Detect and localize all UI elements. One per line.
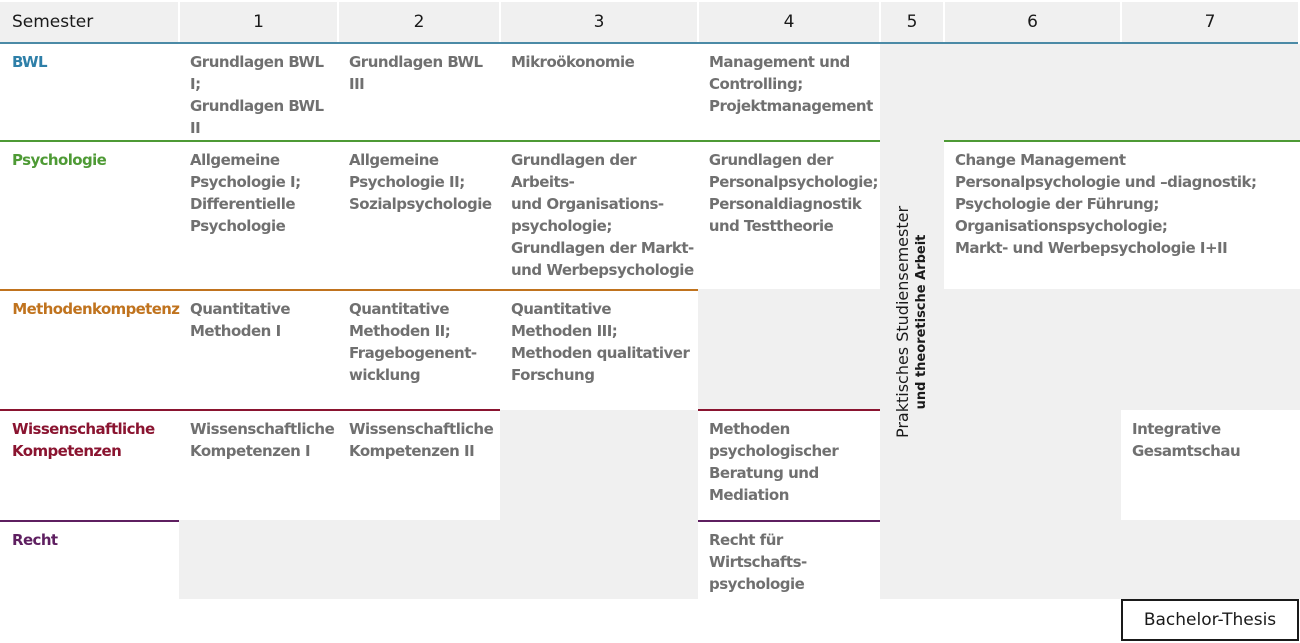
- header-semester-3: 3: [501, 2, 697, 42]
- cell-line: Personalpsychologie;: [708, 173, 878, 191]
- cell-line: Projektmanagement: [709, 97, 873, 115]
- category-bwl: [0, 44, 179, 73]
- cell-psychologie-s4: [699, 142, 880, 237]
- header-semester-4: 4: [699, 2, 879, 42]
- category-methoden-label: Methodenkompetenz: [12, 300, 180, 318]
- cell-line: Methoden I: [190, 322, 281, 340]
- cell-psychologie-s3: [501, 142, 698, 281]
- cell-bwl-s3: [501, 44, 698, 73]
- cell-wissenschaft-s2: [339, 411, 500, 462]
- cell-psychologie-s6-s7: [945, 142, 1295, 259]
- cell-line: Grundlagen BWL I;: [190, 53, 324, 93]
- cell-psychologie-s1: [180, 142, 338, 237]
- bwl-empty-s6-s7: [944, 44, 1300, 140]
- cell-wissenschaft-s1: [180, 411, 338, 462]
- cell-line: Change Management: [955, 151, 1126, 169]
- methoden-empty-s4: [698, 289, 880, 410]
- cell-line: Psychologie I;: [190, 173, 301, 191]
- cell-line: Methoden II;: [349, 322, 451, 340]
- cell-line: Mediation: [709, 486, 789, 504]
- cell-line: Wissenschaftliche: [190, 420, 335, 438]
- cell-line: Sozialpsychologie: [349, 195, 492, 213]
- category-recht: [0, 522, 179, 551]
- cell-wissenschaft-s7: [1122, 411, 1298, 462]
- cell-line: Psychologie II;: [349, 173, 465, 191]
- semester5-line-2: und theoretische Arbeit: [914, 234, 930, 409]
- cell-line: Methoden: [709, 420, 790, 438]
- category-wissenschaft: [0, 411, 179, 462]
- cell-methoden-s1: [180, 291, 338, 342]
- cell-line: Allgemeine: [190, 151, 280, 169]
- cell-line: Grundlagen der Arbeits-: [511, 151, 637, 191]
- cell-line: Grundlagen der: [708, 151, 833, 169]
- category-bwl-label: BWL: [12, 53, 47, 71]
- cell-line: Gesamtschau: [1132, 442, 1241, 460]
- cell-line: Mikroökonomie: [511, 53, 635, 71]
- cell-line: Kompetenzen II: [349, 442, 475, 460]
- cell-line: psychologischer: [709, 442, 839, 460]
- cell-line: Organisationspsychologie;: [955, 217, 1168, 235]
- cell-line: Quantitative: [190, 300, 291, 318]
- cell-line: Differentielle: [190, 195, 296, 213]
- recht-empty-s1-s3: [179, 520, 698, 599]
- bachelor-thesis-box: Bachelor-Thesis: [1121, 599, 1299, 641]
- cell-line: Forschung: [511, 366, 595, 384]
- cell-bwl-s2: [339, 44, 500, 95]
- cell-line: Personalpsychologie und –diagnostik;: [955, 173, 1257, 191]
- cell-line: Beratung und: [709, 464, 819, 482]
- header-semester-7: 7: [1122, 2, 1298, 42]
- cell-line: Quantitative: [349, 300, 450, 318]
- category-wissenschaft-line-2: Kompetenzen: [12, 442, 122, 460]
- wissenschaft-empty-s3: [500, 410, 698, 521]
- cell-line: Quantitative: [511, 300, 612, 318]
- cell-line: Controlling;: [709, 75, 803, 93]
- cell-line: Methoden qualitativer: [511, 344, 690, 362]
- cell-line: Grundlagen BWL III: [349, 53, 483, 93]
- cell-recht-s4: [699, 522, 880, 595]
- cell-line: Fragebogenent-: [349, 344, 477, 362]
- cell-bwl-s4: [699, 44, 880, 117]
- cell-line: Recht für Wirtschafts-: [709, 531, 807, 571]
- category-methoden: [0, 291, 179, 320]
- cell-line: und Testtheorie: [708, 217, 834, 235]
- wissenschaft-empty-s6: [944, 410, 1121, 521]
- cell-line: Kompetenzen I: [190, 442, 311, 460]
- cell-line: Markt- und Werbepsychologie I+II: [955, 239, 1228, 257]
- recht-empty-s6-s7: [944, 520, 1300, 599]
- cell-line: psychologie;: [511, 217, 612, 235]
- cell-line: Wissenschaftliche: [349, 420, 494, 438]
- cell-wissenschaft-s4: [699, 411, 880, 506]
- cell-line: und Organisations-: [511, 195, 664, 213]
- cell-line: Personaldiagnostik: [708, 195, 862, 213]
- cell-line: Grundlagen BWL II: [190, 97, 324, 137]
- header-semester-1: 1: [180, 2, 337, 42]
- cell-methoden-s3: [501, 291, 698, 386]
- header-semester-2: 2: [339, 2, 499, 42]
- cell-line: Psychologie der Führung;: [955, 195, 1159, 213]
- cell-bwl-s1: [180, 44, 338, 139]
- methoden-empty-s6-s7: [944, 289, 1300, 410]
- cell-line: Allgemeine: [349, 151, 439, 169]
- cell-line: Management und: [709, 53, 850, 71]
- cell-methoden-s2: [339, 291, 500, 386]
- category-wissenschaft-line-1: Wissenschaftliche: [12, 420, 155, 438]
- cell-psychologie-s2: [339, 142, 500, 215]
- cell-line: psychologie: [709, 575, 805, 593]
- header-semester-label: Semester: [0, 2, 178, 42]
- cell-line: und Werbepsychologie: [511, 261, 694, 279]
- category-psychologie: [0, 142, 179, 171]
- header-semester-6: 6: [945, 2, 1120, 42]
- semester5-label-rotated: [893, 205, 931, 437]
- semester5-label: [880, 44, 944, 599]
- cell-line: Psychologie: [190, 217, 286, 235]
- category-recht-label: Recht: [12, 531, 58, 549]
- cell-line: wicklung: [349, 366, 421, 384]
- semester5-line-1: Praktisches Studiensemester: [893, 205, 913, 438]
- cell-line: Methoden III;: [511, 322, 618, 340]
- cell-line: Grundlagen der Markt-: [511, 239, 694, 257]
- header-semester-5: 5: [881, 2, 943, 42]
- category-psychologie-label: Psychologie: [12, 151, 107, 169]
- cell-line: Integrative: [1132, 420, 1221, 438]
